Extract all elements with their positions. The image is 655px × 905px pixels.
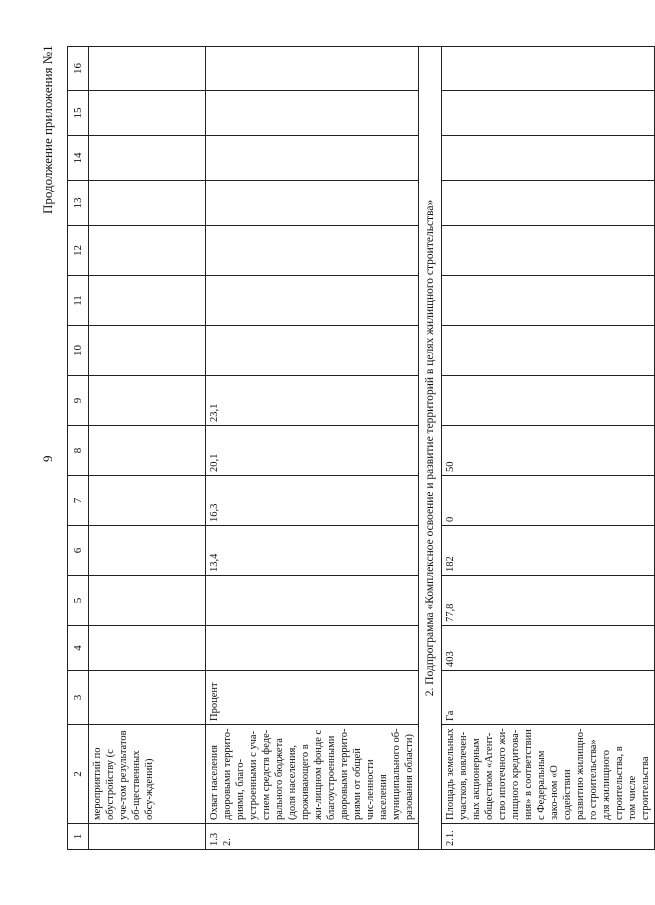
cell-value [206, 181, 419, 226]
cell-value [89, 426, 206, 476]
cell-value [89, 181, 206, 226]
cell-value: 50 [442, 426, 655, 476]
table-header-row [68, 47, 89, 850]
page-number: 9 [40, 455, 55, 462]
cell-value: 77,8 [442, 576, 655, 626]
cell-unit [89, 671, 206, 725]
cell-value: 20,1 [206, 426, 419, 476]
indicators-table [67, 46, 655, 850]
header-cell: 14 [68, 136, 89, 181]
cell-value [206, 47, 419, 91]
cell-value [89, 526, 206, 576]
cell-value [442, 181, 655, 226]
header-cell: 6 [68, 526, 89, 576]
table-row [89, 47, 206, 850]
table-row [206, 47, 419, 850]
cell-value [442, 326, 655, 376]
header-cell: 7 [68, 476, 89, 526]
cell-value [89, 476, 206, 526]
header-cell: 16 [68, 47, 89, 91]
cell-value [442, 226, 655, 276]
cell-value [206, 91, 419, 136]
cell-indicator-name: Охват населения дворовыми террито-риями, благо-устроенными с уча-стием средств феде-рального бюджета (доля населения, проживающего в жи-лищном фонде с благоустроенными дворовыми террито-риями от общей чис-ленности населения муниципального об-разования области) [206, 725, 419, 824]
section-row [419, 47, 442, 850]
cell-number: 1.3 2. [206, 824, 419, 850]
cell-value [89, 136, 206, 181]
subprogram-title: 2. Подпрограмма «Комплексное освоение и развитие территорий в целях жилищного строительства» [419, 47, 442, 850]
header-cell: 8 [68, 426, 89, 476]
cell-value [442, 91, 655, 136]
cell-value [442, 276, 655, 326]
cell-unit: Га [442, 671, 655, 725]
cell-value [206, 326, 419, 376]
cell-value [89, 47, 206, 91]
cell-value [206, 226, 419, 276]
cell-value: 182 [442, 526, 655, 576]
cell-value [89, 276, 206, 326]
cell-number [89, 824, 206, 850]
header-cell: 13 [68, 181, 89, 226]
cell-value [442, 376, 655, 426]
cell-value [89, 326, 206, 376]
header-cell: 10 [68, 326, 89, 376]
cell-value [89, 576, 206, 626]
cell-value [206, 276, 419, 326]
cell-value [206, 136, 419, 181]
header-cell: 2 [68, 725, 89, 824]
cell-value: 13,4 [206, 526, 419, 576]
cell-value: 403 [442, 626, 655, 671]
appendix-continuation-label: Продолжение приложения №1 [40, 45, 55, 214]
cell-value [442, 136, 655, 181]
header-cell: 1 [68, 824, 89, 850]
cell-value [206, 626, 419, 671]
header-cell: 12 [68, 226, 89, 276]
header-cell: 4 [68, 626, 89, 671]
cell-value: 16,3 [206, 476, 419, 526]
cell-value: 0 [442, 476, 655, 526]
cell-value [89, 376, 206, 426]
cell-number: 2.1. [442, 824, 655, 850]
cell-value [89, 226, 206, 276]
header-cell: 9 [68, 376, 89, 426]
header-cell: 15 [68, 91, 89, 136]
cell-value: 23,1 [206, 376, 419, 426]
cell-value [206, 576, 419, 626]
cell-indicator-name: мероприятий по обустройству (с уче-том результатов об-щественных обсу-ждений) [89, 725, 206, 824]
cell-unit: Процент [206, 671, 419, 725]
rotated-table-container [67, 47, 651, 850]
header-cell: 3 [68, 671, 89, 725]
table-row [442, 47, 655, 850]
cell-value [442, 47, 655, 91]
cell-value [89, 626, 206, 671]
cell-indicator-name: Площадь земельных участков, вовлечен-ных акционерным обществом «Агент-ство ипотечного жи-лищного кредитова-ния» в соответствии с Федеральным зако-ном «О содействии развитию жилищно-го строительства» для жилищного строительства, в том числе строительства [442, 725, 655, 824]
header-cell: 11 [68, 276, 89, 326]
cell-value [89, 91, 206, 136]
header-cell: 5 [68, 576, 89, 626]
